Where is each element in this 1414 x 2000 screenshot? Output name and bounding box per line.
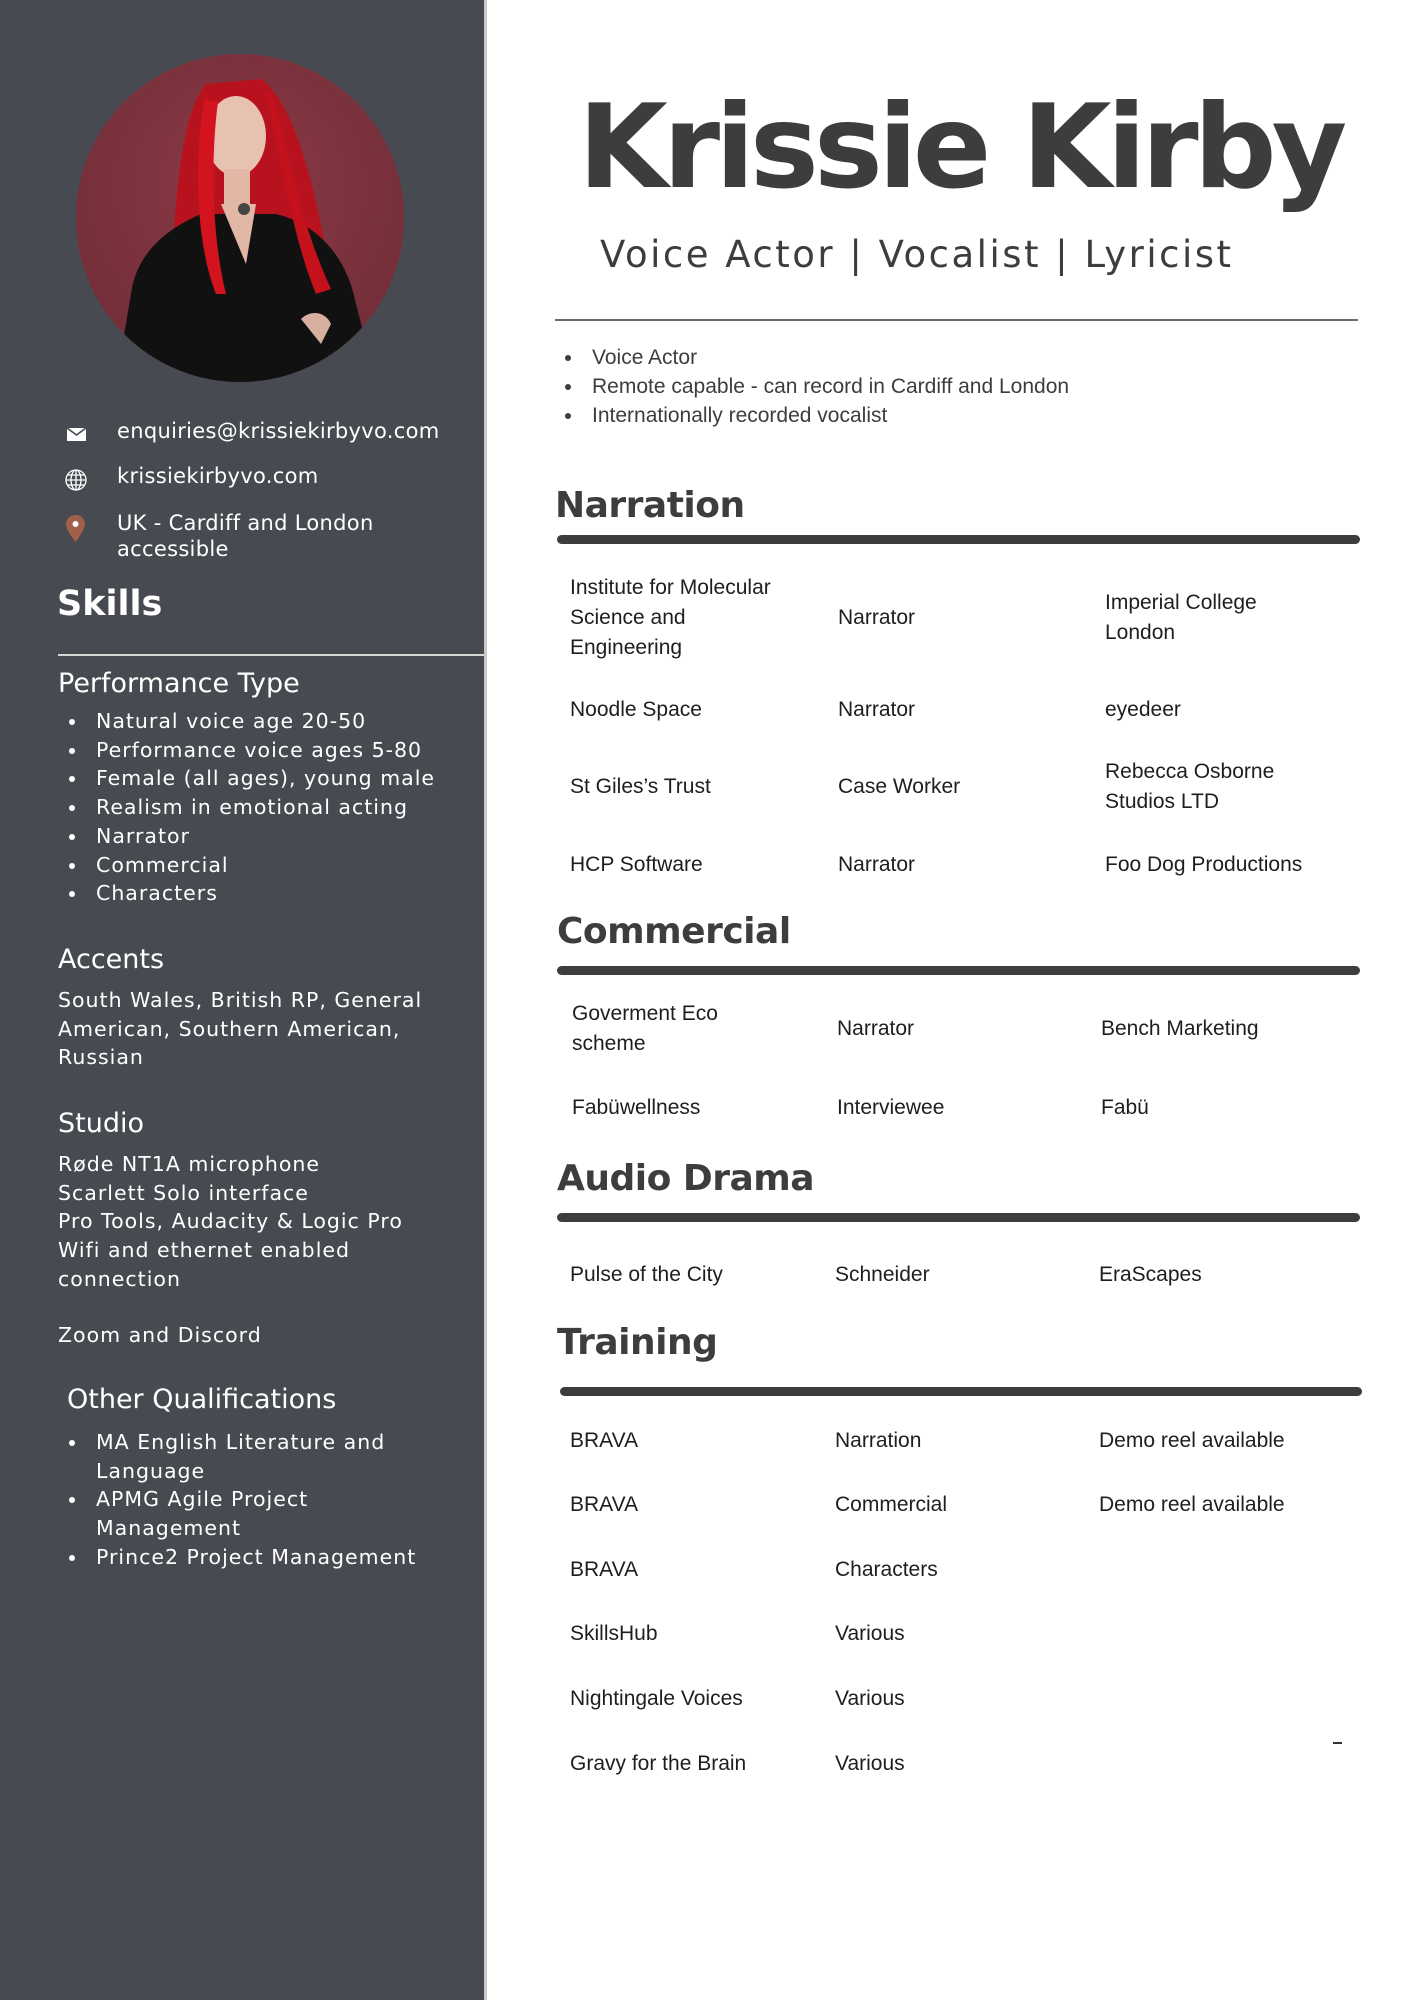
training-row-4-provider: Nightingale Voices (570, 1687, 743, 1710)
list-item: Commercial (58, 851, 435, 880)
commercial-bar (557, 966, 1360, 975)
training-row-5-provider: Gravy for the Brain (570, 1752, 747, 1775)
commercial-row-1-company: Fabü (1101, 1096, 1149, 1119)
list-item: MA English Literature and Language (58, 1428, 416, 1485)
profile-photo-illustration (76, 54, 404, 382)
other-qualifications-heading: Other Qualifications (67, 1384, 337, 1415)
narration-row-1-role: Narrator (838, 698, 916, 721)
summary-item: Voice Actor (556, 343, 1069, 372)
studio-text: Røde NT1A microphone Scarlett Solo interface Pro Tools, Audacity & Logic Pro Wifi and ethernet enabled connection (58, 1152, 403, 1291)
summary-item: Remote capable - can record in Cardiff and London (556, 372, 1069, 401)
training-heading: Training (557, 1322, 718, 1363)
narration-row-3-client: HCP Software (570, 853, 703, 876)
list-item: Characters (58, 879, 435, 908)
profile-photo (76, 54, 404, 382)
dash-mark (1333, 1742, 1342, 1744)
commercial-row-0-role: Narrator (837, 1017, 915, 1040)
envelope-icon (67, 428, 86, 446)
training-row-0-provider: BRAVA (570, 1429, 639, 1452)
contact-email[interactable]: enquiries@krissiekirbyvo.com (117, 419, 440, 443)
training-row-1-provider: BRAVA (570, 1493, 639, 1516)
audio-drama-row-0-role: Schneider (835, 1263, 930, 1286)
page-title: Krissie Kirby (578, 80, 1343, 215)
map-pin-icon (66, 515, 85, 547)
studio-extra: Zoom and Discord (58, 1323, 262, 1347)
narration-row-2-role: Case Worker (838, 775, 961, 798)
narration-bar (557, 535, 1360, 544)
list-item: APMG Agile Project Management (58, 1485, 416, 1542)
list-item: Realism in emotional acting (58, 793, 435, 822)
header-divider (555, 319, 1358, 321)
skills-divider (58, 654, 484, 656)
globe-icon (65, 469, 87, 496)
narration-row-2-client: St Giles’s Trust (570, 775, 711, 798)
commercial-row-0-client: Goverment Eco scheme (572, 1002, 718, 1055)
accents-heading: Accents (58, 944, 165, 975)
narration-row-0-company: Imperial College London (1105, 591, 1257, 644)
narration-row-0-role: Narrator (838, 606, 916, 629)
audio-drama-bar (557, 1213, 1360, 1222)
training-row-5-course: Various (835, 1752, 905, 1775)
training-bar (560, 1387, 1362, 1396)
list-item: Natural voice age 20-50 (58, 707, 435, 736)
narration-row-3-role: Narrator (838, 853, 916, 876)
list-item: Prince2 Project Management (58, 1543, 416, 1572)
audio-drama-heading: Audio Drama (557, 1158, 815, 1199)
commercial-row-0-company: Bench Marketing (1101, 1017, 1259, 1040)
audio-drama-row-0-title: Pulse of the City (570, 1263, 723, 1286)
narration-row-0-client: Institute for Molecular Science and Engineering (570, 576, 771, 659)
commercial-heading: Commercial (557, 911, 791, 952)
commercial-row-1-client: Fabüwellness (572, 1096, 701, 1119)
summary-list (556, 343, 1069, 430)
list-item: Performance voice ages 5-80 (58, 736, 435, 765)
training-row-1-course: Commercial (835, 1493, 948, 1516)
audio-drama-row-0-company: EraScapes (1099, 1263, 1202, 1286)
other-qualifications-list (58, 1428, 416, 1572)
training-row-2-course: Characters (835, 1558, 938, 1581)
studio-heading: Studio (58, 1108, 144, 1139)
skills-heading: Skills (57, 584, 163, 624)
training-row-3-provider: SkillsHub (570, 1622, 658, 1645)
training-row-4-course: Various (835, 1687, 905, 1710)
narration-heading: Narration (555, 485, 745, 526)
training-row-0-course: Narration (835, 1429, 922, 1452)
commercial-row-1-role: Interviewee (837, 1096, 945, 1119)
performance-type-heading: Performance Type (58, 668, 300, 699)
contact-website[interactable]: krissiekirbyvo.com (117, 464, 319, 488)
training-row-0-note: Demo reel available (1099, 1429, 1285, 1452)
list-item: Female (all ages), young male (58, 764, 435, 793)
list-item: Narrator (58, 822, 435, 851)
contact-location: UK - Cardiff and London accessible (117, 511, 374, 561)
narration-row-2-company: Rebecca Osborne Studios LTD (1105, 760, 1275, 813)
tagline: Voice Actor | Vocalist | Lyricist (600, 233, 1234, 276)
narration-row-1-company: eyedeer (1105, 698, 1181, 721)
training-row-1-note: Demo reel available (1099, 1493, 1285, 1516)
narration-row-3-company: Foo Dog Productions (1105, 853, 1303, 876)
training-row-3-course: Various (835, 1622, 905, 1645)
narration-row-1-client: Noodle Space (570, 698, 702, 721)
sidebar-edge (484, 0, 487, 2000)
performance-type-list (58, 707, 435, 908)
training-row-2-provider: BRAVA (570, 1558, 639, 1581)
summary-item: Internationally recorded vocalist (556, 401, 1069, 430)
accents-text: South Wales, British RP, General American, Southern American, Russian (58, 988, 423, 1070)
